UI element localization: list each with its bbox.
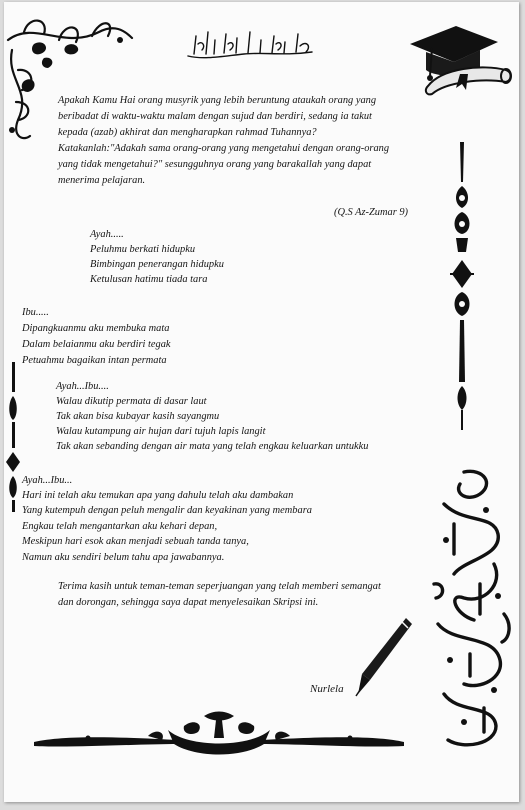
poem-line: Tak akan sebanding dengan air mata yang telah engkau keluarkan untukku [56, 441, 369, 452]
poem-line: Bimbingan penerangan hidupku [90, 259, 224, 270]
quote-line: beribadat di waktu-waktu malam dengan sujud dan berdiri, sedang ia takut [58, 111, 372, 122]
thanks-line: Terima kasih untuk teman-teman seperjuangan yang telah memberi semangat [58, 581, 381, 592]
quote-line: Katakanlah:"Adakah sama orang-orang yang mengetahui dengan orang-orang [58, 143, 390, 154]
left-vertical-ornament [4, 362, 22, 512]
quote-line: yang tidak mengetahui?" sesungguhnya orang yang barakallah yang dapat [58, 159, 372, 170]
poem-line: Ayah...Ibu.... [56, 381, 109, 392]
poem-line: Engkau telah mengantarkan aku kehari depan, [22, 521, 218, 532]
poem-line: Petuahmu bagaikan intan permata [22, 355, 167, 366]
basmalah-calligraphy [184, 26, 316, 64]
poem-line: Walau kutampung air hujan dari tujuh lapis langit [56, 426, 266, 437]
poem-line: Meskipun hari esok akan menjadi sebuah tanda tanya, [22, 536, 249, 547]
poem-line: Tak akan bisa kubayar kasih sayangmu [56, 411, 220, 422]
poem-line: Dipangkuanmu aku membuka mata [22, 323, 170, 334]
poem-line: Peluhmu berkati hidupku [90, 244, 196, 255]
poem-line: Yang kutempuh dengan peluh mengalir dan keyakinan yang membara [22, 505, 312, 516]
quote-line: kepada (azab) akhirat dan mengharapkan rahmad Tuhannya? [58, 127, 317, 138]
bottom-ornament [28, 708, 410, 760]
poem-line: Namun aku sendiri belum tahu apa jawabannya. [22, 552, 225, 563]
arabic-calligraphy-panel [424, 464, 516, 754]
document-page [4, 2, 519, 802]
poem-line: Ayah..... [90, 229, 124, 240]
diploma-scroll-icon [422, 58, 514, 98]
right-vertical-ornament [444, 142, 480, 432]
fountain-pen-icon [352, 614, 414, 698]
poem-line: Dalam belaianmu aku berdiri tegak [22, 339, 171, 350]
signature: Nurlela [310, 683, 344, 695]
poem-line: Walau dikutip permata di dasar laut [56, 396, 207, 407]
basmalah-text: بسم الله الرحمن الرحيم [244, 62, 256, 63]
poem-line: Ketulusan hatimu tiada tara [90, 274, 208, 285]
poem-line: Hari ini telah aku temukan apa yang dahulu telah aku dambakan [22, 490, 294, 501]
quote-source: (Q.S Az-Zumar 9) [334, 207, 408, 218]
quote-line: menerima pelajaran. [58, 175, 146, 186]
quote-line: Apakah Kamu Hai orang musyrik yang lebih beruntung ataukah orang yang [58, 95, 377, 106]
poem-line: Ibu..... [22, 307, 49, 318]
poem-line: Ayah...Ibu... [22, 475, 73, 486]
thanks-line: dan dorongan, sehingga saya dapat menyelesaikan Skripsi ini. [58, 597, 319, 608]
